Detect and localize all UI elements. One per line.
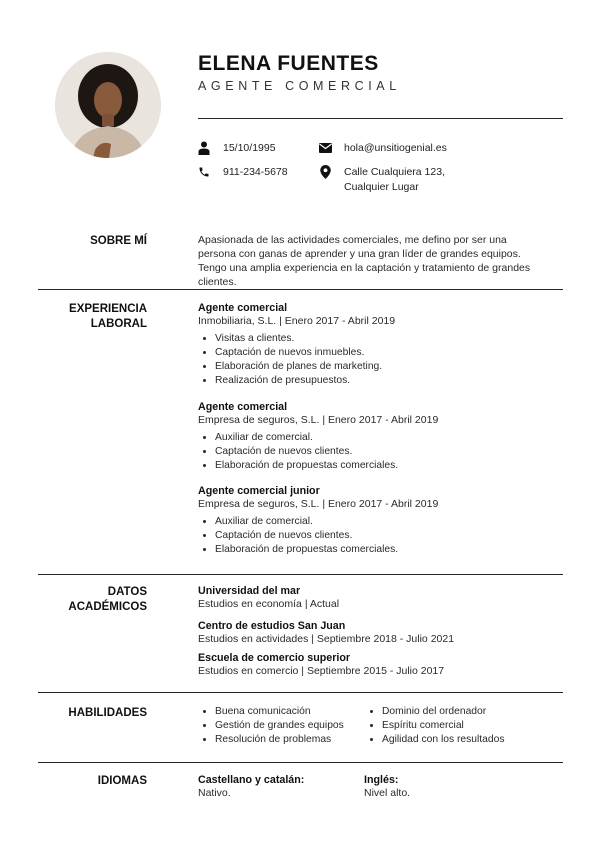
job-entry-company: Empresa de seguros, S.L. | Enero 2017 - Abril 2019 (198, 414, 439, 426)
job-title: AGENTE COMERCIAL (198, 79, 401, 93)
about-line: clientes. (198, 276, 237, 288)
person-icon (197, 141, 211, 155)
job-entry-company: Inmobiliaria, S.L. | Enero 2017 - Abril 2019 (198, 315, 396, 327)
job-task: • Elaboración de propuestas comerciales. (215, 543, 558, 557)
about-line: Apasionada de las actividades comerciales, me defino por ser una (198, 234, 507, 246)
address-line-2: Cualquier Lugar (344, 181, 419, 193)
skill-item: • Dominio del ordenador (382, 705, 505, 719)
education-school: Universidad del mar (198, 585, 301, 597)
job-entry (198, 401, 558, 473)
education-detail: Estudios en comercio | Septiembre 2015 - Julio 2017 (198, 665, 445, 677)
section-title-about: SOBRE MÍ (90, 235, 147, 247)
skills-list-2 (365, 705, 505, 747)
job-task-list (198, 515, 558, 557)
candidate-name: ELENA FUENTES (198, 52, 379, 75)
education-entry (198, 620, 454, 645)
section-divider (38, 289, 563, 290)
job-task-list (198, 332, 558, 388)
email[interactable]: hola@unsitiogenial.es (344, 142, 447, 154)
job-entry-title: Agente comercial (198, 302, 288, 314)
education-school: Escuela de comercio superior (198, 652, 351, 664)
education-entry (198, 585, 339, 610)
job-entry-title: Agente comercial junior (198, 485, 320, 497)
section-title-languages: IDIOMAS (97, 775, 147, 787)
job-task: • Elaboración de planes de marketing. (215, 360, 558, 374)
mail-icon (318, 141, 332, 155)
phone-icon (197, 165, 211, 179)
location-pin-icon (318, 165, 332, 179)
about-text (198, 233, 530, 289)
language-entry (198, 774, 304, 799)
about-line: persona con ganas de aprender y una gran líder de grandes equipos. (198, 248, 521, 260)
job-entry (198, 485, 558, 557)
job-entry (198, 302, 558, 388)
job-task: • Captación de nuevos clientes. (215, 529, 558, 543)
job-task: • Auxiliar de comercial. (215, 431, 558, 445)
header-divider (198, 118, 563, 119)
section-title-education: DATOS ACADÉMICOS (68, 586, 147, 613)
job-task: • Elaboración de propuestas comerciales. (215, 459, 558, 473)
address-line-1: Calle Cualquiera 123, (344, 166, 445, 178)
job-task-list (198, 431, 558, 473)
section-divider (38, 574, 563, 575)
about-line: Tengo una amplia experiencia en la captación y tratamiento de grandes (198, 262, 531, 274)
education-entry (198, 652, 444, 677)
language-name: Castellano y catalán: (198, 774, 305, 786)
education-detail: Estudios en economía | Actual (198, 598, 340, 610)
job-task: • Captación de nuevos clientes. (215, 445, 558, 459)
language-name: Inglés: (364, 774, 399, 786)
job-entry-company: Empresa de seguros, S.L. | Enero 2017 - Abril 2019 (198, 498, 439, 510)
language-level: Nivel alto. (364, 787, 411, 799)
section-divider (38, 692, 563, 693)
address (344, 165, 445, 195)
job-task: • Realización de presupuestos. (215, 374, 558, 388)
education-detail: Estudios en actividades | Septiembre 2018 - Julio 2021 (198, 633, 455, 645)
profile-photo (55, 52, 161, 158)
job-task: • Captación de nuevos inmuebles. (215, 346, 558, 360)
skill-item: • Buena comunicación (215, 705, 344, 719)
section-title-skills: HABILIDADES (68, 707, 147, 719)
language-entry (364, 774, 410, 799)
skill-item: • Espíritu comercial (382, 719, 505, 733)
education-school: Centro de estudios San Juan (198, 620, 346, 632)
phone: 911-234-5678 (223, 166, 288, 178)
job-task: • Visitas a clientes. (215, 332, 558, 346)
skill-item: • Agilidad con los resultados (382, 733, 505, 747)
job-entry-title: Agente comercial (198, 401, 288, 413)
skill-item: • Resolución de problemas (215, 733, 344, 747)
section-title-experience: EXPERIENCIA LABORAL (69, 303, 147, 330)
section-divider (38, 762, 563, 763)
language-level: Nativo. (198, 787, 231, 799)
skill-item: • Gestión de grandes equipos (215, 719, 344, 733)
job-task: • Auxiliar de comercial. (215, 515, 558, 529)
skills-list-1 (198, 705, 344, 747)
birthdate: 15/10/1995 (223, 142, 276, 154)
